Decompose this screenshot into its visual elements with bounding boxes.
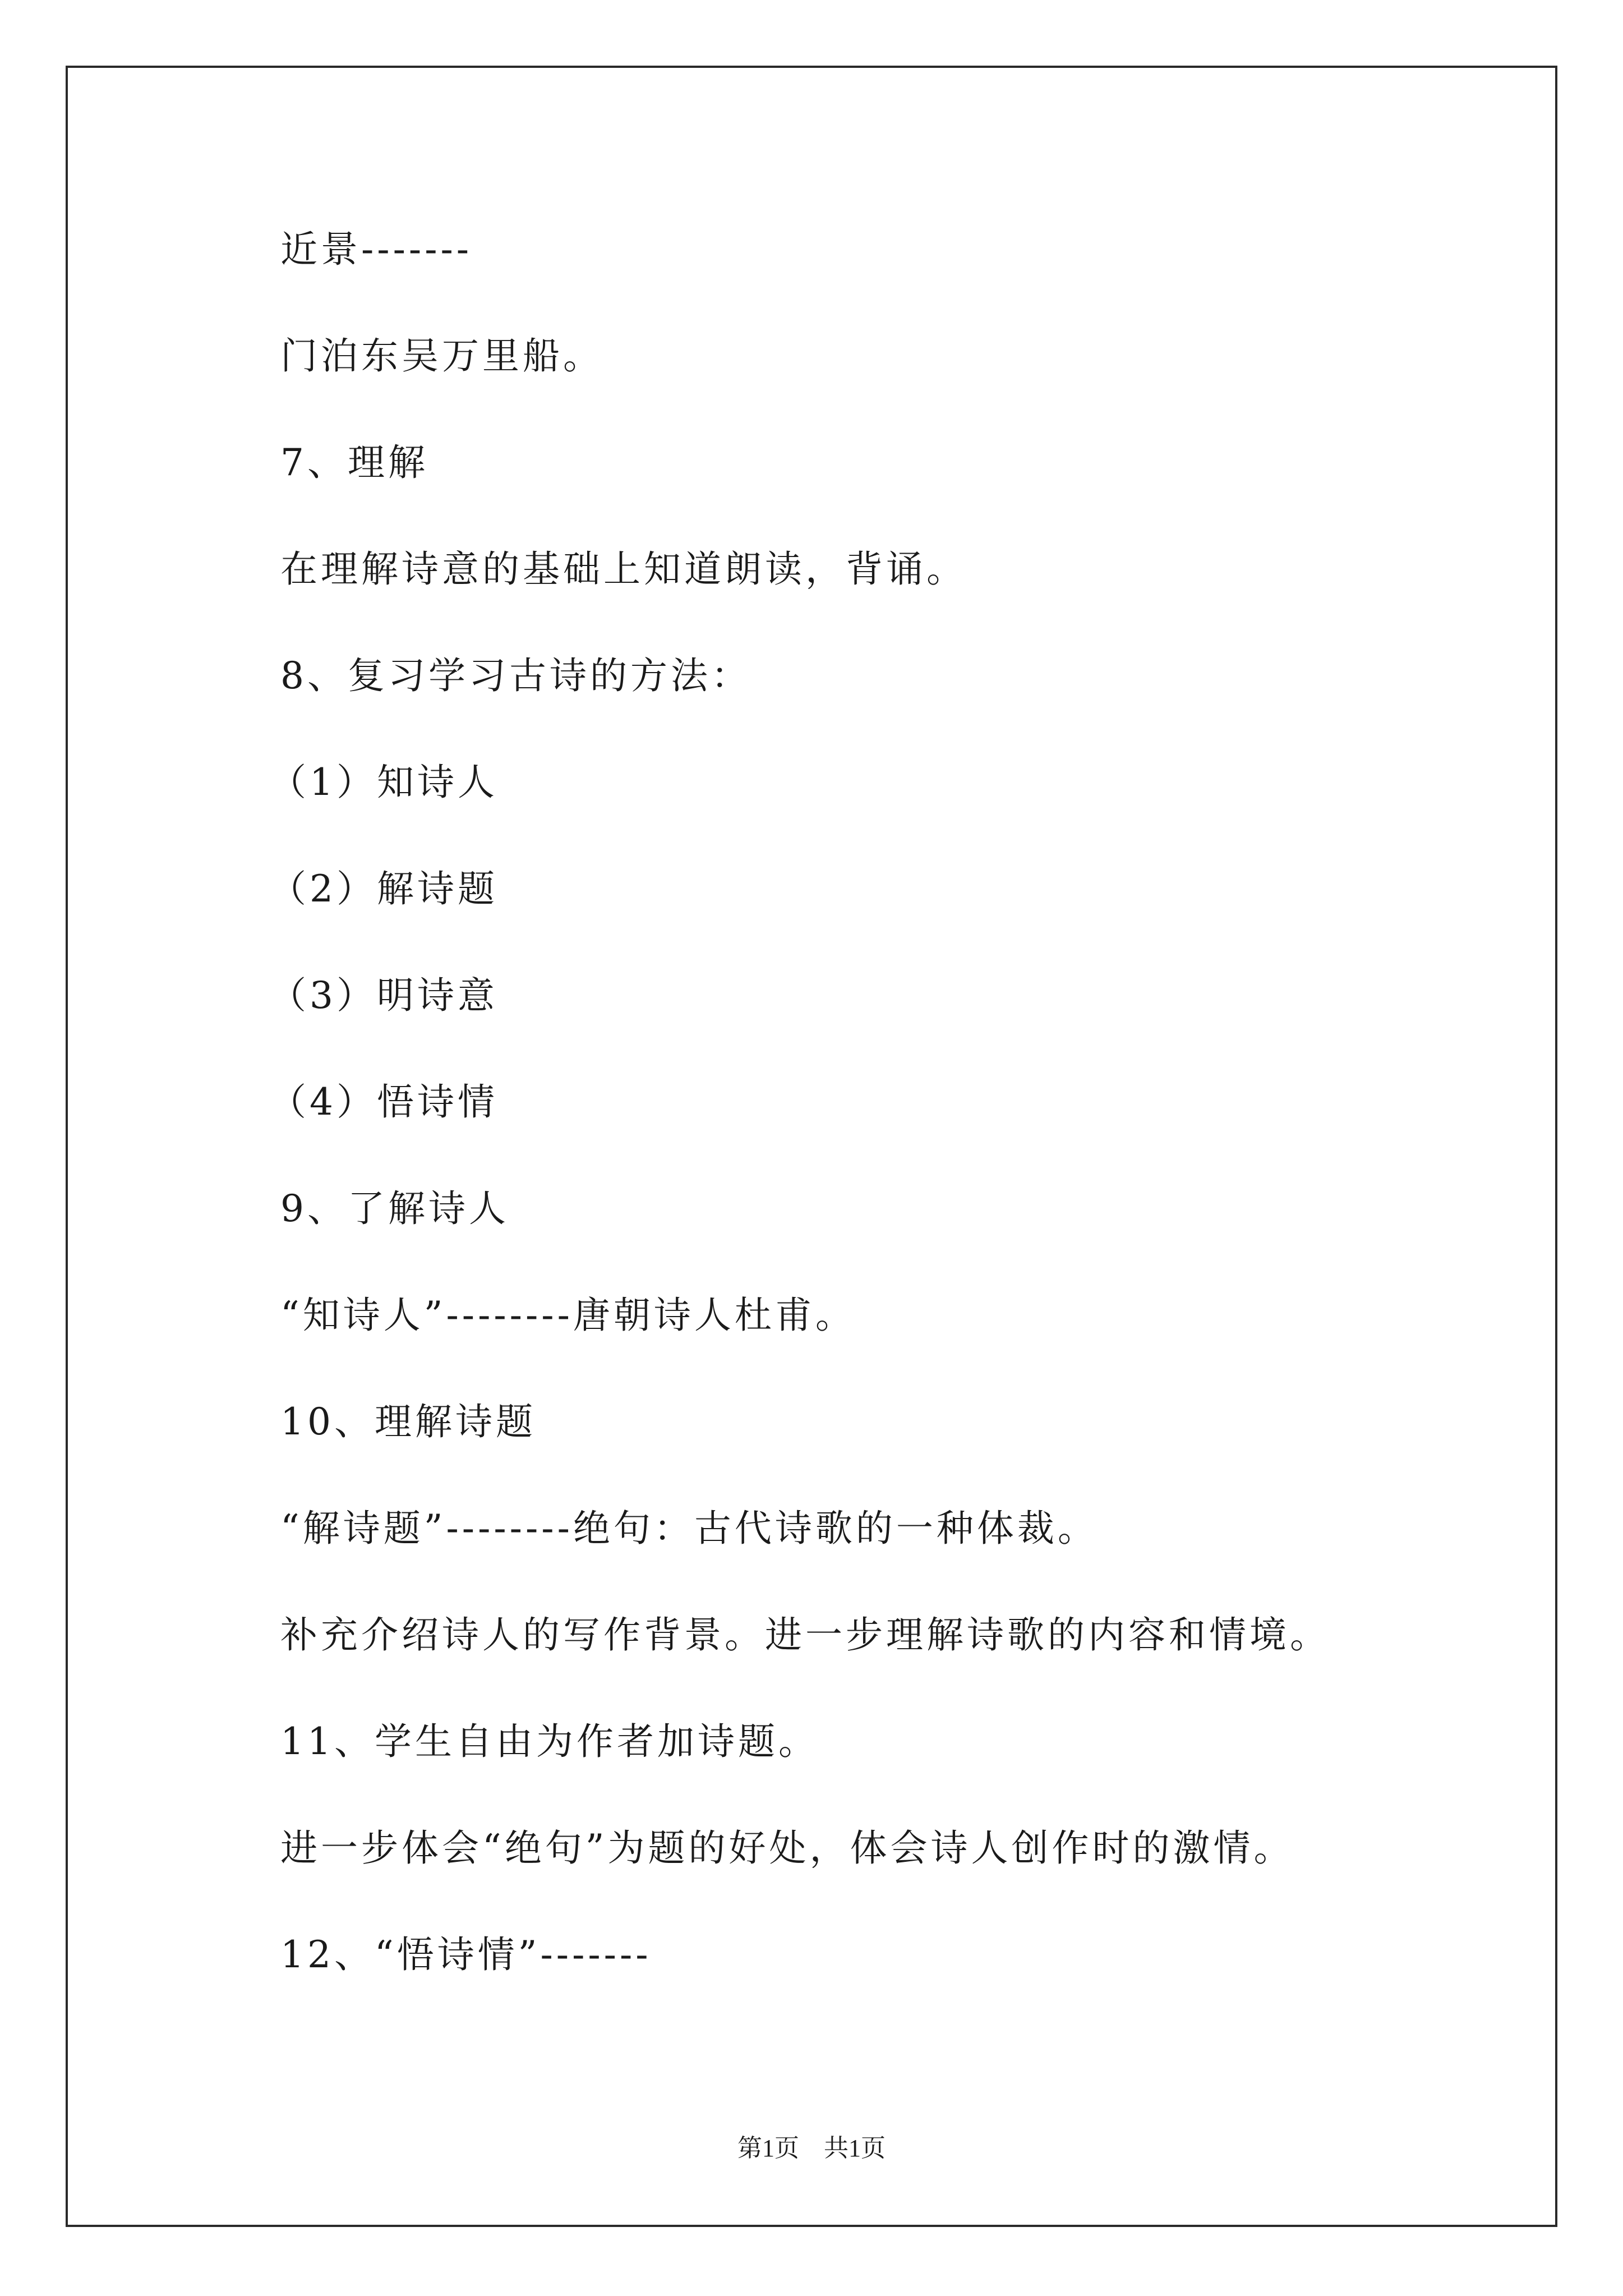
text-line: 在理解诗意的基础上知道朗读，背诵。 <box>280 547 967 591</box>
text-line: 门泊东吴万里船。 <box>280 334 603 378</box>
page-total: 共1页 <box>824 2134 886 2162</box>
list-item: （1）知诗人 <box>269 761 498 804</box>
page-border <box>66 66 1557 2227</box>
text-line: “解诗题”--------绝句：古代诗歌的一种体裁。 <box>280 1507 1098 1550</box>
section-heading: 12、“悟诗情”------- <box>280 1933 652 1976</box>
list-item: （2）解诗题 <box>269 867 498 910</box>
page-number: 第1页 <box>737 2134 799 2162</box>
list-item: （4）悟诗情 <box>269 1080 498 1124</box>
text-line: “知诗人”--------唐朝诗人杜甫。 <box>280 1294 856 1337</box>
page-footer <box>0 2132 1623 2165</box>
section-heading: 9、了解诗人 <box>280 1187 509 1230</box>
text-line: 进一步体会“绝句”为题的好处，体会诗人创作时的激情。 <box>280 1826 1294 1870</box>
section-heading: 7、理解 <box>280 441 428 484</box>
section-heading: 8、复习学习古诗的方法： <box>280 654 751 697</box>
text-line: 补充介绍诗人的写作背景。进一步理解诗歌的内容和情境。 <box>280 1613 1330 1657</box>
list-item: （3）明诗意 <box>269 974 498 1017</box>
section-heading: 10、理解诗题 <box>280 1400 536 1443</box>
section-heading: 11、学生自由为作者加诗题。 <box>280 1720 819 1763</box>
text-line: 近景------- <box>280 228 473 271</box>
